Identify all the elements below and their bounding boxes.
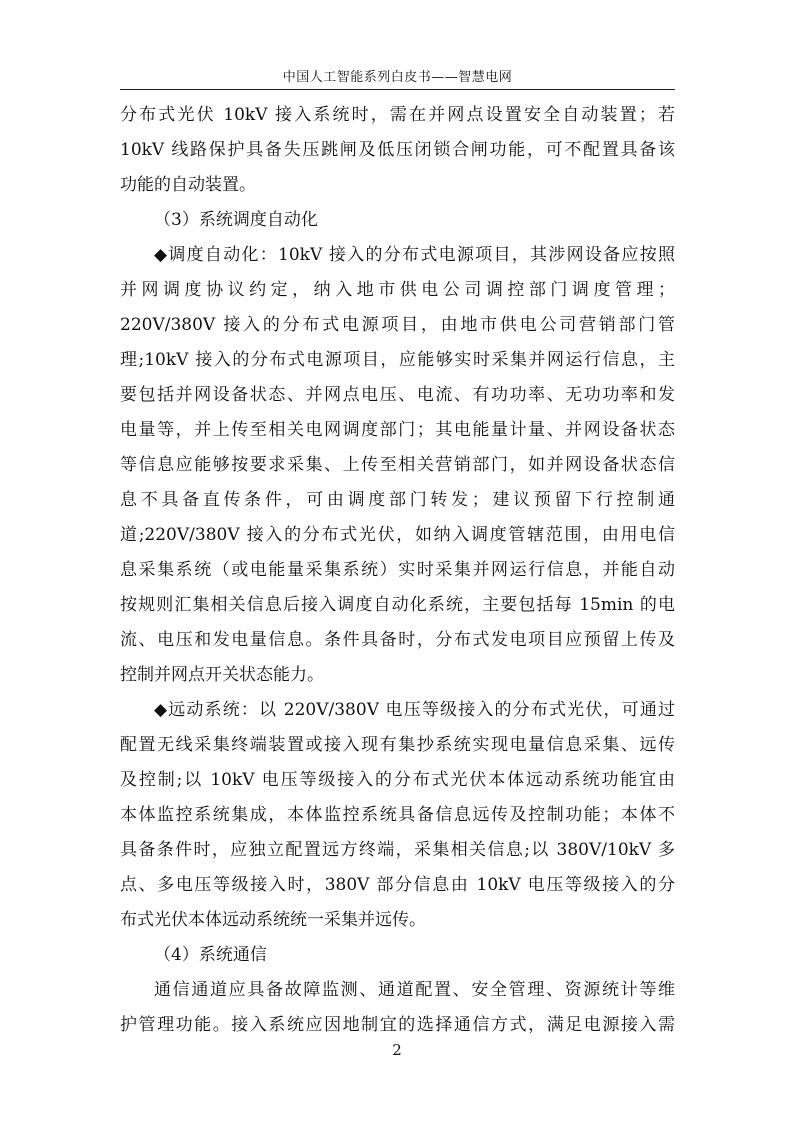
page-number: 2 <box>392 1041 402 1059</box>
body-line: 本体监控系统集成，本体监控系统具备信息远传及控制功能；本体不 <box>120 805 675 825</box>
body-line: 分布式光伏 10kV 接入系统时，需在并网点设置安全自动装置；若 <box>120 105 675 125</box>
body-line: 息不具备直传条件，可由调度部门转发；建议预留下行控制通 <box>120 490 675 510</box>
body-line: 功能的自动装置。 <box>120 175 256 195</box>
body-line: 布式光伏本体远动系统统一采集并远传。 <box>120 910 426 930</box>
body-line: 及控制;以 10kV 电压等级接入的分布式光伏本体远动系统功能宜由 <box>120 770 675 790</box>
section-heading: （3）系统调度自动化 <box>154 210 318 230</box>
running-header: 中国人工智能系列白皮书——智慧电网 <box>282 70 513 85</box>
body-line: 理;10kV 接入的分布式电源项目，应能够实时采集并网运行信息，主 <box>120 350 675 370</box>
body-line: 点、多电压等级接入时，380V 部分信息由 10kV 电压等级接入的分 <box>120 875 675 895</box>
body-line: 并网调度协议约定，纳入地市供电公司调控部门调度管理； <box>120 280 675 300</box>
body-line: 等信息应能够按要求采集、上传至相关营销部门，如并网设备状态信 <box>120 455 675 475</box>
body-line: 具备条件时，应独立配置远方终端，采集相关信息;以 380V/10kV 多 <box>120 840 675 860</box>
body-line: 道;220V/380V 接入的分布式光伏，如纳入调度管辖范围，由用电信 <box>120 525 675 545</box>
body-line: 护管理功能。接入系统应因地制宜的选择通信方式，满足电源接入需 <box>120 1015 675 1035</box>
body-line: 控制并网点开关状态能力。 <box>120 665 324 685</box>
body-line: 电量等，并上传至相关电网调度部门；其电能量计量、并网设备状态 <box>120 420 675 440</box>
header-rule <box>120 89 675 90</box>
body-line: 流、电压和发电量信息。条件具备时，分布式发电项目应预留上传及 <box>120 630 675 650</box>
body-line: 配置无线采集终端装置或接入现有集抄系统实现电量信息采集、远传 <box>120 735 675 755</box>
body-line: 息采集系统（或电能量采集系统）实时采集并网运行信息，并能自动 <box>120 560 675 580</box>
body-line: ◆调度自动化：10kV 接入的分布式电源项目，其涉网设备应按照 <box>154 245 675 265</box>
body-line: 10kV 线路保护具备失压跳闸及低压闭锁合闸功能，可不配置具备该 <box>120 140 675 160</box>
body-line: 220V/380V 接入的分布式电源项目，由地市供电公司营销部门管 <box>120 315 675 335</box>
body-line: ◆远动系统：以 220V/380V 电压等级接入的分布式光伏，可通过 <box>154 700 675 720</box>
body-line: 按规则汇集相关信息后接入调度自动化系统，主要包括每 15min 的电 <box>120 595 675 615</box>
body-line: 通信通道应具备故障监测、通道配置、安全管理、资源统计等维 <box>154 980 675 1000</box>
body-line: 要包括并网设备状态、并网点电压、电流、有功功率、无功功率和发 <box>120 385 675 405</box>
section-heading: （4）系统通信 <box>154 945 267 965</box>
